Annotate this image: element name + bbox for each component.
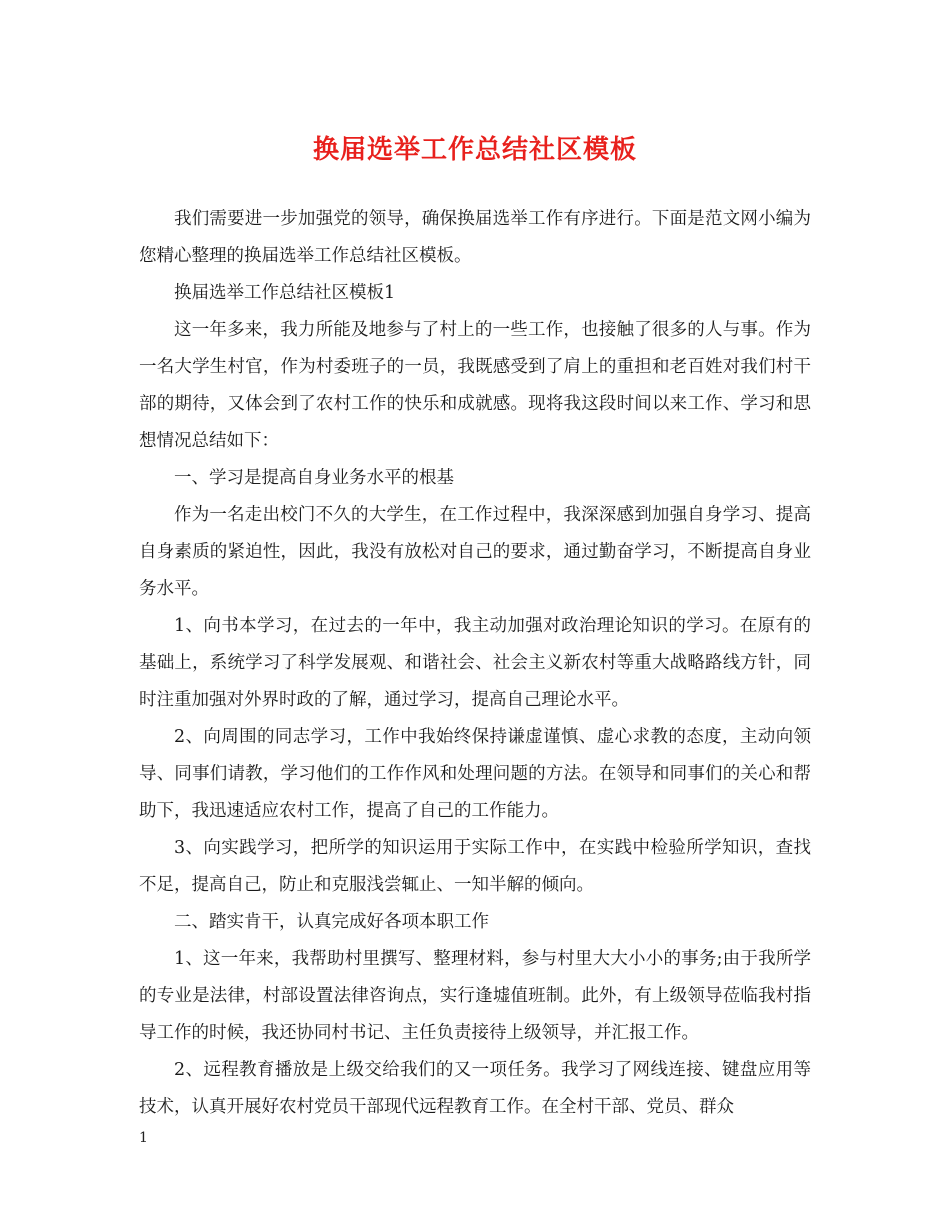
paragraph-duties-2: 2、远程教育播放是上级交给我们的又一项任务。我学习了网线连接、键盘应用等技术，认真开展好农村党员干部现代远程教育工作。在全村干部、党员、群众 [139, 1060, 811, 1117]
section-heading-2: 二、踏实肯干，认真完成好各项本职工作 [174, 912, 489, 932]
page-number: 1 [139, 1130, 148, 1146]
paragraph-learn-colleagues: 2、向周围的同志学习，工作中我始终保持谦虚谨慎、虚心求教的态度，主动向领导、同事们请教，学习他们的工作作风和处理问题的方法。在领导和同事们的关心和帮助下，我迅速适应农村工作，提高了自己的工作能力。 [139, 727, 811, 821]
paragraph-duties-1: 1、这一年来，我帮助村里撰写、整理材料，参与村里大大小小的事务;由于我所学的专业是法律，村部设置法律咨询点，实行逢墟值班制。此外，有上级领导莅临我村指导工作的时候，我还协同村书记、主任负责接待上级领导，并汇报工作。 [139, 949, 811, 1043]
document-title: 换届选举工作总结社区模板 [312, 135, 637, 165]
paragraph-overview: 这一年多来，我力所能及地参与了村上的一些工作，也接触了很多的人与事。作为一名大学生村官，作为村委班子的一员，我既感受到了肩上的重担和老百姓对我们村干部的期待，又体会到了农村工作的快乐和成就感。现将我这段时间以来工作、学习和思想情况总结如下： [139, 320, 811, 451]
document-body [139, 201, 811, 1126]
paragraph-intro: 我们需要进一步加强党的领导，确保换届选举工作有序进行。下面是范文网小编为您精心整理的换届选举工作总结社区模板。 [139, 209, 811, 266]
paragraph-template-heading: 换届选举工作总结社区模板1 [174, 283, 396, 303]
paragraph-learn-books: 1、向书本学习，在过去的一年中，我主动加强对政治理论知识的学习。在原有的基础上，系统学习了科学发展观、和谐社会、社会主义新农村等重大战略路线方针，同时注重加强对外界时政的了解，通过学习，提高自己理论水平。 [139, 616, 811, 710]
paragraph-learn-practice: 3、向实践学习，把所学的知识运用于实际工作中，在实践中检验所学知识，查找不足，提高自己，防止和克服浅尝辄止、一知半解的倾向。 [139, 838, 811, 895]
section-heading-1: 一、学习是提高自身业务水平的根基 [174, 468, 454, 488]
paragraph-study-importance: 作为一名走出校门不久的大学生，在工作过程中，我深深感到加强自身学习、提高自身素质的紧迫性，因此，我没有放松对自己的要求，通过勤奋学习，不断提高自身业务水平。 [139, 505, 811, 599]
